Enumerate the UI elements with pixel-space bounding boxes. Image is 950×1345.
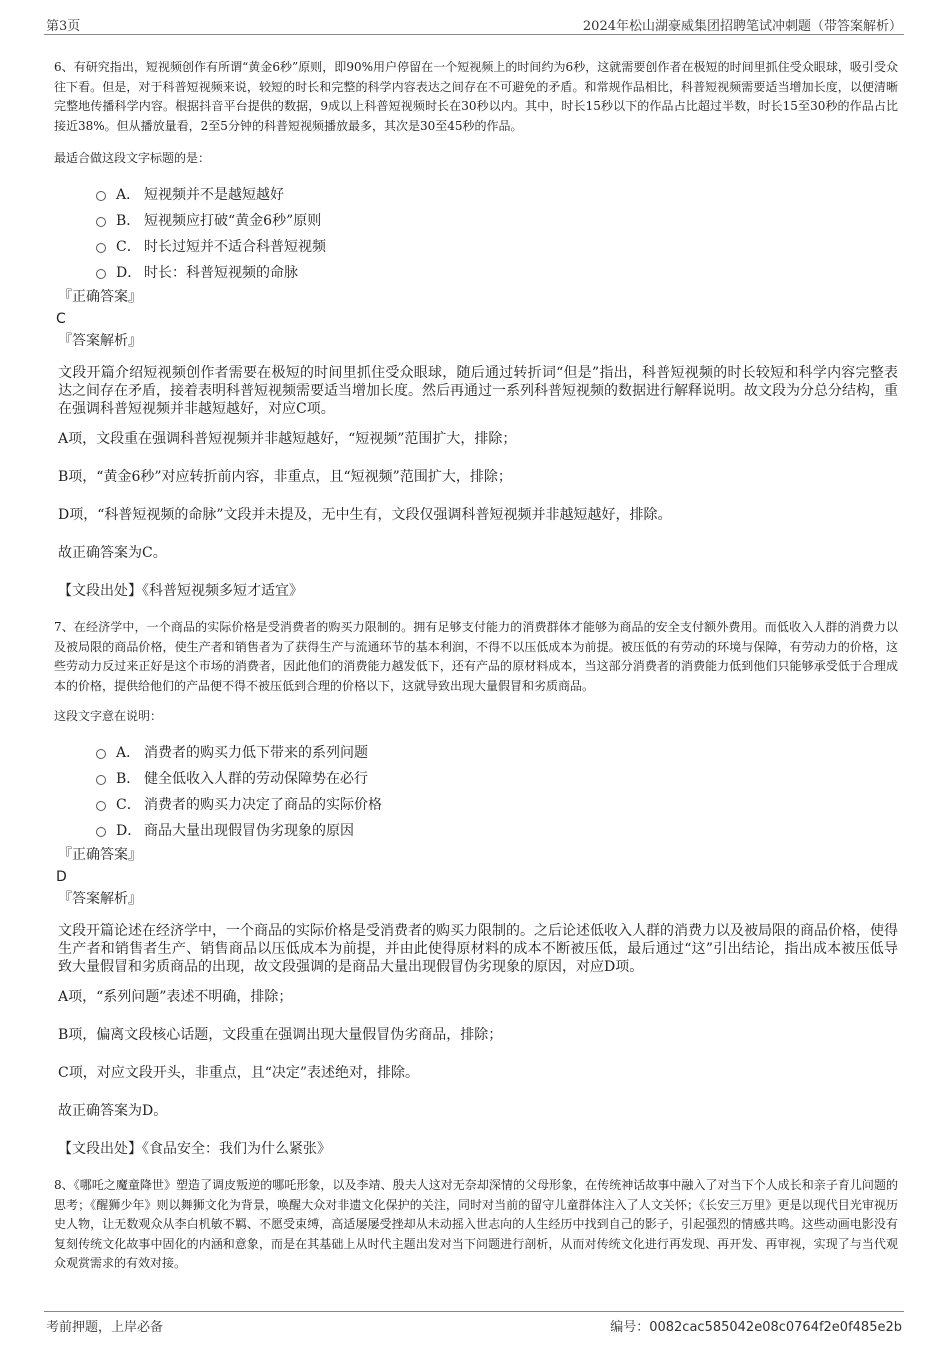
question-6-stem: 最适合做这段文字标题的是： (54, 151, 211, 165)
radio-icon[interactable] (96, 801, 106, 811)
analysis-label: 『答案解析』 (58, 891, 142, 907)
footer-slogan: 考前押题，上岸必备 (46, 1320, 164, 1335)
radio-icon[interactable] (96, 191, 106, 201)
source-citation: 【文段出处】《食品安全：我们为什么紧张》 (58, 1141, 331, 1157)
analysis-line: B项，“黄金6秒”对应转折前内容，非重点，且“短视频”范围扩大，排除； (58, 469, 512, 485)
option-d[interactable]: D． 时长：科普短视频的命脉 (96, 260, 898, 286)
analysis-line: A项，“系列问题”表述不明确，排除； (58, 989, 293, 1005)
answer-label: 『正确答案』 (58, 289, 142, 305)
radio-icon[interactable] (96, 749, 106, 759)
answer-value: D (56, 869, 67, 885)
question-8-text: 8、《哪吒之魔童降世》塑造了调皮叛逆的哪吒形象，以及李靖、殷夫人这对无奈却深情的父母形象，在传统神话故事中融入了对当下个人成长和亲子育儿问题的思考；《醒狮少年》则以舞狮文化为背景，唤醒大众对非遗文化保护的关注，同时对当前的留守儿童群体注入了人文关怀；《长安三万里》更是以现代目光审视历史人物，让无数观众从李白机敏不羁、不愿受束缚，高适屡屡受挫却从未动摇入世志向的人生经历中找到自己的影子，引起强烈的情感共鸣。这些动画电影没有复刻传统文化故事中固化的内涵和意象，而是在其基础上从时代主题出发对当下问题进行剖析，从而对传统文化进行再发现、再开发、再审视，实现了与当代观众观赏需求的有效对接。 (54, 1178, 898, 1270)
radio-icon[interactable] (96, 269, 106, 279)
option-b[interactable]: B． 健全低收入人群的劳动保障势在必行 (96, 766, 898, 792)
answer-block (56, 286, 898, 352)
analysis-conclusion: 故正确答案为D。 (58, 1103, 168, 1119)
answer-label: 『正确答案』 (58, 847, 142, 863)
document-title: 2024年松山湖豪威集团招聘笔试冲刺题（带答案解析） (582, 19, 902, 34)
page-content (54, 58, 898, 1274)
analysis-text: 文段开篇论述在经济学中，一个商品的实际价格是受消费者的购买力限制的。之后论述低收入人群的消费力以及被局限的商品价格，使得生产者和销售者生产、销售商品以压低成本为前提，并由此使得原材料的成本不断被压低，最后通过“这”引出结论，指出成本被压低导致大量假冒和劣质商品的出现，故文段强调的是商品大量出现假冒伪劣现象的原因，对应D项。 (58, 923, 898, 975)
analysis-line: A项，文段重在强调科普短视频并非越短越好，“短视频”范围扩大，排除； (58, 431, 517, 447)
question-7-text: 7、在经济学中，一个商品的实际价格是受消费者的购买力限制的。拥有足够支付能力的消费群体才能够为商品的安全支付额外费用。而低收入人群的消费力以及被局限的商品价格，使生产者和销售者为了获得生产与流通环节的基本利润，不得不以压低成本为前提。被压低的有劳动的环境与保障，有劳动力的价格，这些劳动力反过来正好是这个市场的消费者，因此他们的消费能力越发低下，还有产品的原材料成本，当这部分消费者的消费能力低到他们只能够承受低于合理成本的价格，提供给他们的产品便不得不被压低到合理的价格以下，这就导致出现大量假冒和劣质商品。 (54, 620, 898, 693)
answer-block (56, 844, 898, 910)
option-c[interactable]: C． 时长过短并不适合科普短视频 (96, 234, 898, 260)
question-6 (54, 58, 898, 600)
option-a[interactable]: A． 消费者的购买力低下带来的系列问题 (96, 740, 898, 766)
analysis-conclusion: 故正确答案为C。 (58, 545, 167, 561)
analysis-line: D项，“科普短视频的命脉”文段并未提及，无中生有，文段仅强调科普短视频并非越短越好，排除。 (58, 507, 672, 523)
question-7-options (96, 740, 898, 844)
answer-value: C (56, 311, 66, 327)
page-number: 第3页 (46, 19, 81, 34)
radio-icon[interactable] (96, 217, 106, 227)
question-6-options (96, 182, 898, 286)
question-6-text: 6、有研究指出，短视频创作有所谓“黄金6秒”原则，即90%用户停留在一个短视频上的时间约为6秒，这就需要创作者在极短的时间里抓住受众眼球，吸引受众往下看。但是，对于科普短视频来说，较短的时长和完整的科学内容表达之间存在不可避免的矛盾。和常规作品相比，科普短视频需要适当增加长度，以便清晰完整地传播科学内容。根据抖音平台提供的数据，9成以上科普短视频时长在30秒以内。其中，时长15秒以下的作品占比超过半数，时长15至30秒的作品占比接近38%。但从播放量看，2至5分钟的科普短视频播放最多，其次是30至45秒的作品。 (54, 60, 898, 133)
option-c[interactable]: C． 消费者的购买力决定了商品的实际价格 (96, 792, 898, 818)
page-footer (44, 1311, 904, 1334)
option-d[interactable]: D． 商品大量出现假冒伪劣现象的原因 (96, 818, 898, 844)
analysis-line: C项，对应文段开头，非重点，且“决定”表述绝对，排除。 (58, 1065, 420, 1081)
document-code: 编号：0082cac585042e08c0764f2e0f485e2b (610, 1320, 902, 1335)
radio-icon[interactable] (96, 243, 106, 253)
source-citation: 【文段出处】《科普短视频多短才适宜》 (58, 583, 303, 599)
question-7-stem: 这段文字意在说明： (54, 709, 163, 723)
option-b[interactable]: B． 短视频应打破“黄金6秒”原则 (96, 208, 898, 234)
page-header (44, 12, 904, 35)
analysis-line: B项，偏离文段核心话题，文段重在强调出现大量假冒伪劣商品，排除； (58, 1027, 503, 1043)
question-7 (54, 618, 898, 1158)
analysis-label: 『答案解析』 (58, 333, 142, 349)
option-a[interactable]: A． 短视频并不是越短越好 (96, 182, 898, 208)
radio-icon[interactable] (96, 827, 106, 837)
analysis-text: 文段开篇介绍短视频创作者需要在极短的时间里抓住受众眼球，随后通过转折词“但是”指出，科普短视频的时长较短和科学内容完整表达之间存在矛盾，接着表明科普短视频需要适当增加长度。然后再通过一系列科普短视频的数据进行解释说明。故文段为分总分结构，重在强调科普短视频并非越短越好，对应C项。 (58, 365, 898, 417)
radio-icon[interactable] (96, 775, 106, 785)
question-8 (54, 1176, 898, 1274)
